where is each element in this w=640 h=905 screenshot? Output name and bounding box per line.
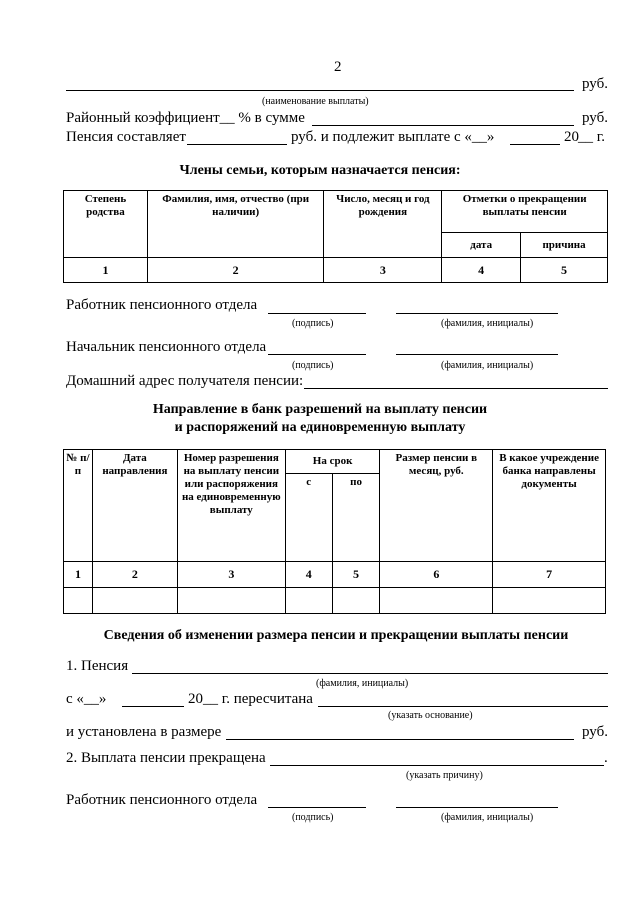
name-caption-2: (фамилия, инициалы): [441, 360, 534, 371]
pension-payment-text: руб. и подлежит выплате с «__»: [291, 129, 495, 145]
amount-line: [226, 739, 574, 740]
header-from: с: [285, 474, 332, 562]
rub-label-2: руб.: [582, 110, 608, 126]
signature-line-3: [268, 807, 366, 808]
pension-label: Пенсия составляет: [66, 129, 186, 145]
header-date: Дата направления: [92, 450, 177, 562]
regional-coef-label: Районный коэффициент__ % в сумме: [66, 110, 305, 126]
header-fio: Фамилия, имя, отчество (при наличии): [147, 191, 324, 258]
head-label: Начальник пенсионного отдела: [66, 339, 267, 355]
table-cell: [380, 588, 493, 614]
table-cell: [92, 588, 177, 614]
name-line: [396, 313, 558, 314]
table-cell: [177, 588, 285, 614]
column-number: 2: [147, 258, 324, 283]
signature-line-2: [268, 354, 366, 355]
period: .: [604, 750, 608, 766]
reason-caption: (указать причину): [406, 770, 483, 781]
column-number: 7: [493, 562, 606, 588]
signature-caption-2: (подпись): [292, 360, 334, 371]
bank-heading-line2: и распоряжений на единовременную выплату: [174, 420, 466, 435]
signature-caption-3: (подпись): [292, 812, 334, 823]
name-caption-3: (фамилия, инициалы): [316, 678, 409, 689]
family-heading: Члены семьи, которым назначается пенсия:: [179, 163, 461, 178]
from-month-line: [122, 706, 184, 707]
bank-heading-line1: Направление в банк разрешений на выплату пенсии: [152, 402, 488, 417]
rub-label-3: руб.: [582, 724, 608, 740]
pension-amount-line: [187, 144, 287, 145]
signature-caption: (подпись): [292, 318, 334, 329]
year-20: 20: [564, 129, 579, 145]
column-number: 3: [324, 258, 442, 283]
header-birth: Число, месяц и год рождения: [324, 191, 442, 258]
name-line-2: [396, 354, 558, 355]
home-address-line: [304, 388, 608, 389]
column-number: 5: [332, 562, 380, 588]
table-cell: [64, 588, 93, 614]
header-to: по: [332, 474, 380, 562]
table-cell: [493, 588, 606, 614]
family-table: [63, 190, 608, 283]
column-number: 4: [285, 562, 332, 588]
table-cell: [285, 588, 332, 614]
home-address-label: Домашний адрес получателя пенсии:: [66, 373, 304, 389]
regional-coef-line: [312, 125, 574, 126]
pension-name-line: [132, 673, 608, 674]
header-num: № п/п: [64, 450, 93, 562]
column-number: 4: [442, 258, 521, 283]
basis-caption: (указать основание): [388, 710, 473, 721]
from-date-label: с «__»: [66, 691, 107, 707]
changes-heading: Сведения об изменении размера пенсии и прекращении выплаты пенсии: [103, 628, 569, 643]
year-suffix: __ г.: [578, 129, 605, 145]
column-number: 5: [521, 258, 608, 283]
name-caption: (фамилия, инициалы): [441, 318, 534, 329]
established-label: и установлена в размере: [66, 724, 222, 740]
worker-label-2: Работник пенсионного отдела: [66, 792, 258, 808]
header-term: На срок: [285, 450, 380, 474]
column-number: 1: [64, 258, 148, 283]
pension-item-label: 1. Пенсия: [66, 658, 129, 674]
page-number: 2: [334, 59, 342, 75]
header-date: дата: [442, 233, 521, 258]
column-number: 1: [64, 562, 93, 588]
reason-line: [270, 765, 604, 766]
column-number: 6: [380, 562, 493, 588]
name-caption-4: (фамилия, инициалы): [441, 812, 534, 823]
header-termination: Отметки о прекращении выплаты пенсии: [442, 191, 608, 233]
pension-month-line: [510, 144, 560, 145]
header-amount: Размер пенсии в месяц, руб.: [380, 450, 493, 562]
column-number: 3: [177, 562, 285, 588]
column-number: 2: [92, 562, 177, 588]
header-reason: причина: [521, 233, 608, 258]
bank-table: [63, 449, 606, 614]
pension-worker-label: Работник пенсионного отдела: [66, 297, 258, 313]
header-institution: В какое учреждение банка направлены документы: [493, 450, 606, 562]
signature-line: [268, 313, 366, 314]
header-degree: Степень родства: [64, 191, 148, 258]
basis-line: [318, 706, 608, 707]
rub-label: руб.: [582, 76, 608, 92]
table-cell: [332, 588, 380, 614]
recalculated-label: 20__ г. пересчитана: [188, 691, 313, 707]
payment-name-line: [66, 90, 574, 91]
header-number: Номер разрешения на выплату пенсии или распоряжения на единовременную выплату: [177, 450, 285, 562]
payment-name-caption: (наименование выплаты): [262, 96, 369, 107]
termination-label: 2. Выплата пенсии прекращена: [66, 750, 266, 766]
name-line-3: [396, 807, 558, 808]
